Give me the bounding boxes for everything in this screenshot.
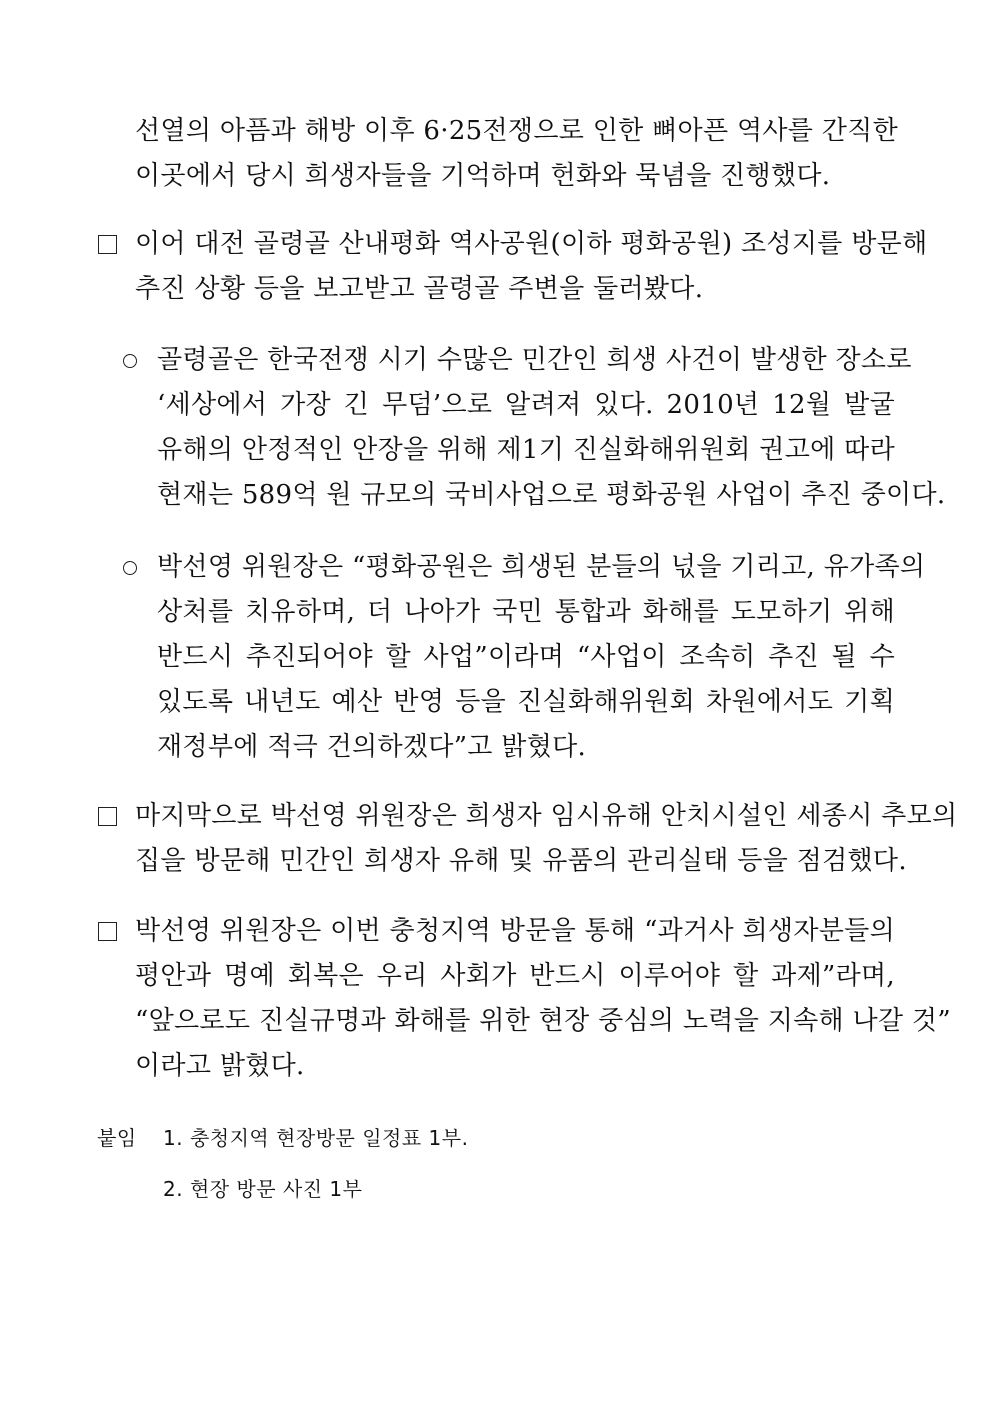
circle-bullet-icon — [123, 561, 137, 575]
text-line: 평안과 명예 회복은 우리 사회가 반드시 이루어야 할 과제”라며, — [135, 961, 895, 991]
text-line: ‘세상에서 가장 긴 무덤’으로 알려져 있다. 2010년 12월 발굴 — [157, 390, 895, 420]
text-line: 골령골은 한국전쟁 시기 수많은 민간인 희생 사건이 발생한 장소로 — [157, 345, 912, 375]
circle-bullet-icon — [123, 354, 137, 368]
attachment-label: 붙임 — [97, 1126, 137, 1150]
paragraph-sejong-visit — [135, 794, 958, 884]
paragraph-closing-remarks — [135, 909, 951, 1089]
text-line: 유해의 안정적인 안장을 위해 제1기 진실화해위원회 권고에 따라 — [157, 435, 895, 465]
text-line: 선열의 아픔과 해방 이후 6·25전쟁으로 인한 뼈아픈 역사를 간직한 — [135, 116, 899, 146]
attachment-item-schedule: 1. 충청지역 현장방문 일정표 1부. — [163, 1126, 469, 1150]
attachment-item-photos: 2. 현장 방문 사진 1부 — [163, 1177, 363, 1201]
subpoint-chairperson-remarks — [157, 545, 926, 770]
text-line: 현재는 589억 원 규모의 국비사업으로 평화공원 사업이 추진 중이다. — [157, 480, 946, 510]
text-line: 반드시 추진되어야 할 사업”이라며 “사업이 조속히 추진 될 수 — [157, 642, 895, 672]
paragraph-continuation — [135, 109, 899, 199]
text-line: 이어 대전 골령골 산내평화 역사공원(이하 평화공원) 조성지를 방문해 — [135, 229, 928, 259]
text-line: 이곳에서 당시 희생자들을 기억하며 헌화와 묵념을 진행했다. — [135, 161, 831, 191]
text-line: 재정부에 적극 건의하겠다”고 밝혔다. — [157, 732, 587, 762]
checkbox-bullet-icon — [98, 807, 117, 826]
text-line: 박선영 위원장은 “평화공원은 희생된 분들의 넋을 기리고, 유가족의 — [157, 552, 926, 582]
text-line: “앞으로도 진실규명과 화해를 위한 현장 중심의 노력을 지속해 나갈 것” — [135, 1006, 951, 1036]
text-line: 추진 상황 등을 보고받고 골령골 주변을 둘러봤다. — [135, 274, 704, 304]
checkbox-bullet-icon — [98, 235, 117, 254]
text-line: 박선영 위원장은 이번 충청지역 방문을 통해 “과거사 희생자분들의 — [135, 916, 895, 946]
text-line: 상처를 치유하며, 더 나아가 국민 통합과 화해를 도모하기 위해 — [157, 597, 895, 627]
checkbox-bullet-icon — [98, 922, 117, 941]
text-line: 집을 방문해 민간인 희생자 유해 및 유품의 관리실태 등을 점검했다. — [135, 846, 907, 876]
text-line: 이라고 밝혔다. — [135, 1051, 305, 1081]
text-line: 있도록 내년도 예산 반영 등을 진실화해위원회 차원에서도 기획 — [157, 687, 895, 717]
paragraph-park-visit — [135, 222, 928, 312]
subpoint-golryeonggol — [157, 338, 946, 518]
text-line: 마지막으로 박선영 위원장은 희생자 임시유해 안치시설인 세종시 추모의 — [135, 801, 958, 831]
